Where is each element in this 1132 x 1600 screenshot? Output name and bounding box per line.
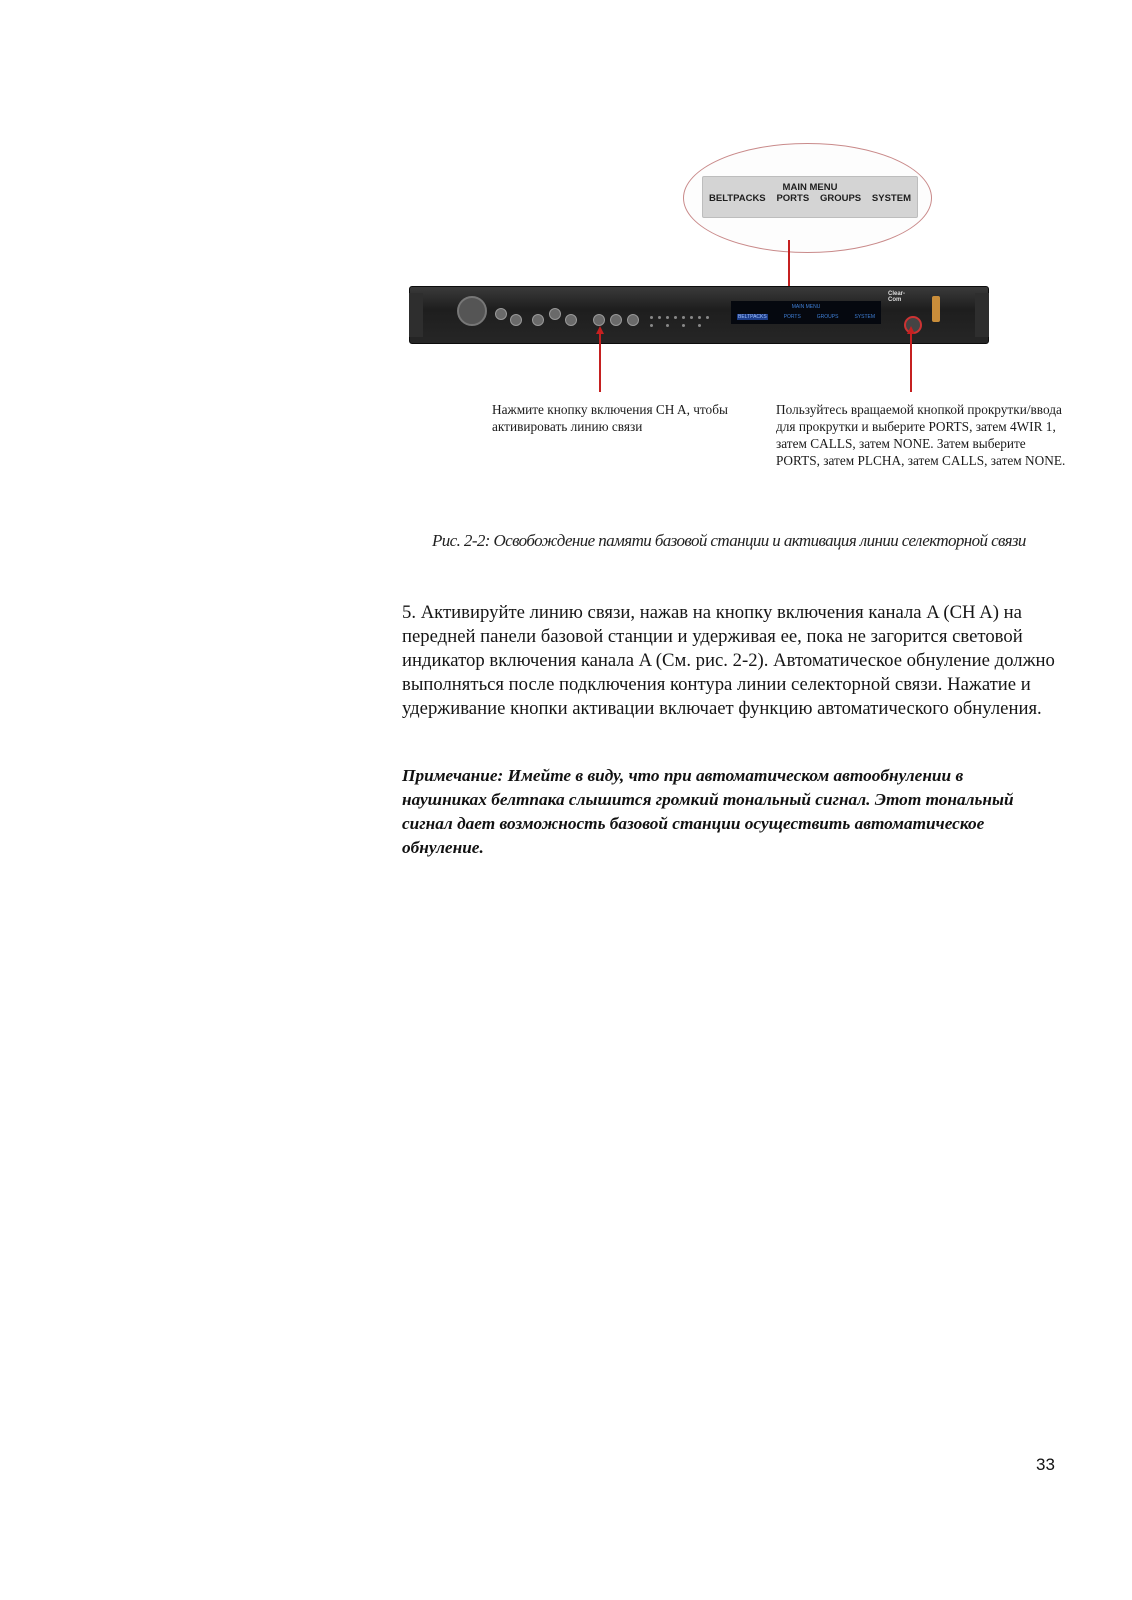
knob-1 <box>495 308 507 320</box>
led-indicator <box>682 324 685 327</box>
ch-a-button[interactable] <box>593 314 605 326</box>
led-indicator <box>650 324 653 327</box>
led-indicator <box>666 316 669 319</box>
led-indicator <box>706 316 709 319</box>
led-indicator <box>658 316 661 319</box>
main-menu-title: MAIN MENU <box>782 182 838 193</box>
led-indicator <box>682 316 685 319</box>
callout-text-scroll-knob: Пользуйтесь вращаемой кнопкой прокрутки/ввода для прокрутки и выберите PORTS, затем 4WIR 1, затем CALLS, затем NONE. Затем выберите PORTS, затем PLCHA, затем CALLS, затем NONE. <box>776 402 1066 468</box>
knob-4 <box>549 308 561 320</box>
screen-item-system: SYSTEM <box>854 314 875 320</box>
headset-xlr-connector <box>457 296 487 326</box>
screen-item-ports: PORTS <box>783 314 801 320</box>
screen-item-beltpacks: BELTPACKS <box>738 314 767 320</box>
led-indicator <box>698 316 701 319</box>
callout-arrow-screen <box>788 240 790 288</box>
callout-arrowhead-knob <box>907 326 915 334</box>
prog-button[interactable] <box>627 314 639 326</box>
brand-logo: Clear-Com <box>888 291 906 303</box>
callout-arrowhead-ch-a <box>596 326 604 334</box>
main-menu-callout <box>702 176 918 218</box>
menu-item-ports: PORTS <box>776 193 810 204</box>
knob-5 <box>565 314 577 326</box>
knob-2 <box>510 314 522 326</box>
screen-item-groups: GROUPS <box>816 314 839 320</box>
power-indicator <box>932 296 940 322</box>
page-number: 33 <box>1036 1455 1055 1474</box>
led-indicator <box>666 324 669 327</box>
callout-arrow-knob <box>910 330 912 392</box>
menu-item-system: SYSTEM <box>871 193 911 204</box>
led-indicator <box>650 316 653 319</box>
callout-arrow-ch-a <box>599 330 601 392</box>
figure-caption: Рис. 2-2: Освобождение памяти базовой станции и активация линии селекторной связи <box>432 531 1026 550</box>
menu-item-groups: GROUPS <box>819 193 862 204</box>
callout-text-ch-a: Нажмите кнопку включения CH A, чтобы активировать линию связи <box>492 402 728 434</box>
knob-3 <box>532 314 544 326</box>
rack-ear-right <box>975 293 989 337</box>
screen-title: MAIN MENU <box>791 304 821 310</box>
led-indicator <box>690 316 693 319</box>
note-paragraph: Примечание: Имейте в виду, что при автоматическом автообнулении в наушниках белтпака слышится громкий тональный сигнал. Этот тональный сигнал дает возможность базовой станции осуществить автоматическое обнуление. <box>402 766 1014 857</box>
ch-b-button[interactable] <box>610 314 622 326</box>
step-5-paragraph: 5. Активируйте линию связи, нажав на кнопку включения канала A (CH A) на передней панели базовой станции и удерживая ее, пока не загорится световой индикатор включения канала A (См. рис. 2-2). Автоматическое обнуление должно выполняться после подключения контура линии селекторной связи. Нажатие и удерживание кнопки активации включает функцию автоматического обнуления. <box>402 602 1055 719</box>
rack-ear-left <box>409 293 423 337</box>
menu-item-beltpacks: BELTPACKS <box>709 193 766 204</box>
led-indicator <box>698 324 701 327</box>
led-indicator <box>674 316 677 319</box>
device-lcd-screen <box>731 301 881 324</box>
